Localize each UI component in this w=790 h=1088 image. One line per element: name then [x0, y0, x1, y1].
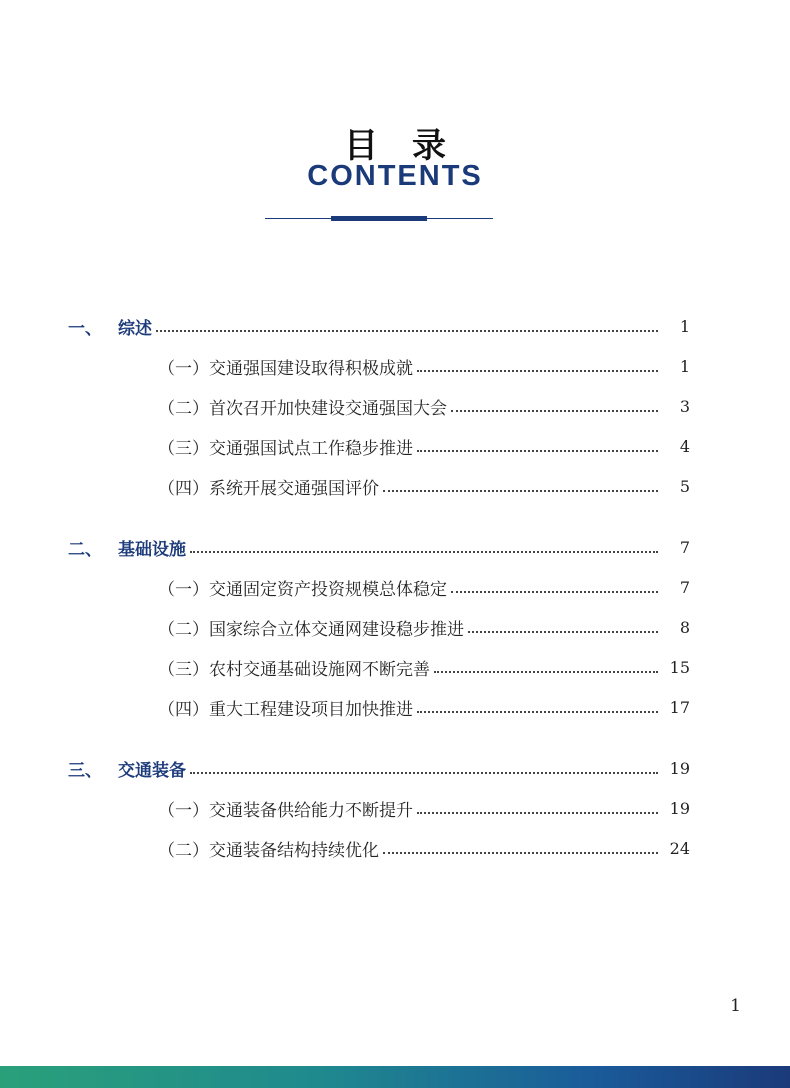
toc-item-2-2[interactable] — [158, 612, 690, 642]
page-title-en: CONTENTS — [307, 160, 483, 192]
dot-leader — [451, 408, 658, 412]
dot-leader — [417, 448, 658, 452]
toc-item-3-1[interactable] — [158, 793, 690, 823]
dot-leader — [434, 669, 658, 673]
page-number: 1 — [730, 996, 741, 1016]
section-number: 三、 — [68, 760, 102, 781]
item-title: （一）交通装备供给能力不断提升 — [158, 800, 413, 821]
page-ref: 8 — [679, 617, 690, 637]
item-title: （二）首次召开加快建设交通强国大会 — [158, 398, 447, 419]
toc-item-1-2[interactable] — [158, 391, 690, 421]
page-ref: 5 — [679, 476, 690, 496]
item-title: （一）交通固定资产投资规模总体稳定 — [158, 579, 447, 600]
toc-item-1-1[interactable] — [158, 351, 690, 381]
section-number: 一、 — [68, 318, 102, 339]
page-ref: 1 — [679, 316, 690, 336]
item-title: （三）农村交通基础设施网不断完善 — [158, 659, 430, 680]
toc-item-1-3[interactable] — [158, 431, 690, 461]
page-ref: 17 — [669, 697, 690, 717]
toc-item-2-1[interactable] — [158, 572, 690, 602]
section-title: 综述 — [118, 318, 152, 339]
dot-leader — [156, 328, 658, 332]
page-ref: 15 — [669, 657, 690, 677]
dot-leader — [417, 709, 658, 713]
page-ref: 7 — [679, 577, 690, 597]
item-title: （二）交通装备结构持续优化 — [158, 840, 379, 861]
toc-item-1-4[interactable] — [158, 471, 690, 501]
page-title-cn: 目录 — [344, 126, 480, 166]
page-ref: 4 — [679, 436, 690, 456]
dot-leader — [468, 629, 658, 633]
toc-item-3-2[interactable] — [158, 833, 690, 863]
toc-item-2-4[interactable] — [158, 692, 690, 722]
page-ref: 24 — [669, 838, 690, 858]
dot-leader — [417, 368, 658, 372]
footer-color-bar — [0, 1066, 790, 1088]
toc-section-3[interactable] — [68, 753, 690, 783]
item-title: （一）交通强国建设取得积极成就 — [158, 358, 413, 379]
item-title: （二）国家综合立体交通网建设稳步推进 — [158, 619, 464, 640]
page-ref: 7 — [679, 537, 690, 557]
page-ref: 3 — [679, 396, 690, 416]
dot-leader — [451, 589, 658, 593]
toc-item-2-3[interactable] — [158, 652, 690, 682]
item-title: （四）重大工程建设项目加快推进 — [158, 699, 413, 720]
section-title: 交通装备 — [118, 760, 186, 781]
dot-leader — [190, 549, 658, 553]
item-title: （三）交通强国试点工作稳步推进 — [158, 438, 413, 459]
dot-leader — [383, 488, 658, 492]
section-title: 基础设施 — [118, 539, 186, 560]
dot-leader — [383, 850, 658, 854]
item-title: （四）系统开展交通强国评价 — [158, 478, 379, 499]
page-ref: 19 — [669, 758, 690, 778]
page-ref: 1 — [679, 356, 690, 376]
dot-leader — [190, 770, 658, 774]
section-number: 二、 — [68, 539, 102, 560]
toc-section-1[interactable] — [68, 311, 690, 341]
page-ref: 19 — [669, 798, 690, 818]
toc-section-2[interactable] — [68, 532, 690, 562]
dot-leader — [417, 810, 658, 814]
